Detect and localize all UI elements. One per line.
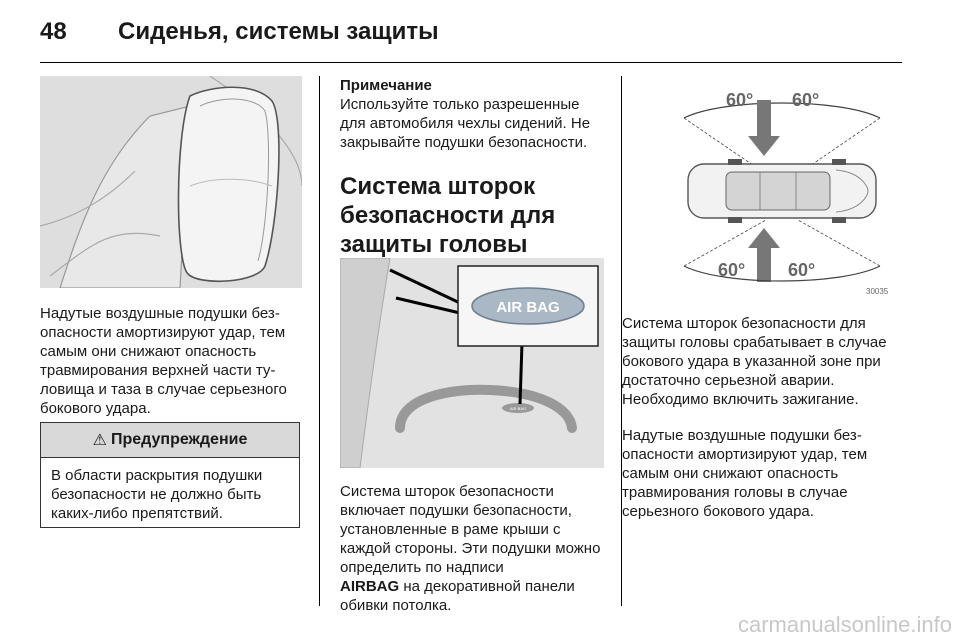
angle-label-top-right: 60° [792,90,820,110]
warning-triangle-icon: ⚠ [92,432,107,449]
figure-number: 30035 [866,287,889,296]
curtain-airbag-paragraph [340,482,610,615]
header-rule [40,62,902,63]
deployment-zone-diagram [664,76,900,298]
seat-airbag-illustration [40,76,302,288]
angle-label-top-left: 60° [726,90,754,110]
column-divider-left [319,76,320,606]
warning-text: В области раскрытия подушки безопасности не должно быть каких-либо препятствий. [51,467,263,522]
watermark: carmanualsonline.info [737,612,952,637]
section-heading: Система шторок безопасности для защиты головы [340,173,556,258]
seat-airbag-paragraph: Надутые воздушные подушки безопасности амортизируют удар, тем самым они снижают опасность травмирования верхней части туловища и таза в случае серьезного бокового удара. [40,305,287,417]
paragraph-part-1: Система шторок безопасности включает подушки безопасности, установленные в раме крыши с каждой стороны. Эти подушки можно определить по надписи [340,483,601,576]
deployment-paragraph: Система шторок безопасности для защиты головы срабатывает в случае бокового удара в указанной зоне при достаточно серьезной аварии. Необходимо включить зажигание. [622,315,887,408]
note-block [340,76,608,152]
angle-label-bottom-right: 60° [788,260,816,280]
warning-header [41,423,299,458]
page-title: Сиденья, системы защиты [118,18,439,45]
airbag-badge-text: AIR BAG [496,299,560,316]
note-text: Используйте только разрешенные для автомобиля чехлы сидений. Не закрывайте подушки безопасности. [340,96,591,151]
warning-box [40,422,300,528]
airbag-label-illustration [340,258,604,468]
angle-label-bottom-left: 60° [718,260,746,280]
airbag-keyword: AIRBAG [340,578,400,595]
paragraph-part-2: на декоративной панели обивки потолка. [340,578,575,614]
small-airbag-label: AIR BAG [509,406,527,411]
head-airbag-paragraph: Надутые воздушные подушки безопасности амортизируют удар, тем самым они снижают опасность травмирования головы в случае серьезного бокового удара. [622,427,868,520]
page-number: 48 [40,18,67,45]
note-title: Примечание [340,77,432,94]
warning-title: Предупреждение [111,431,248,448]
